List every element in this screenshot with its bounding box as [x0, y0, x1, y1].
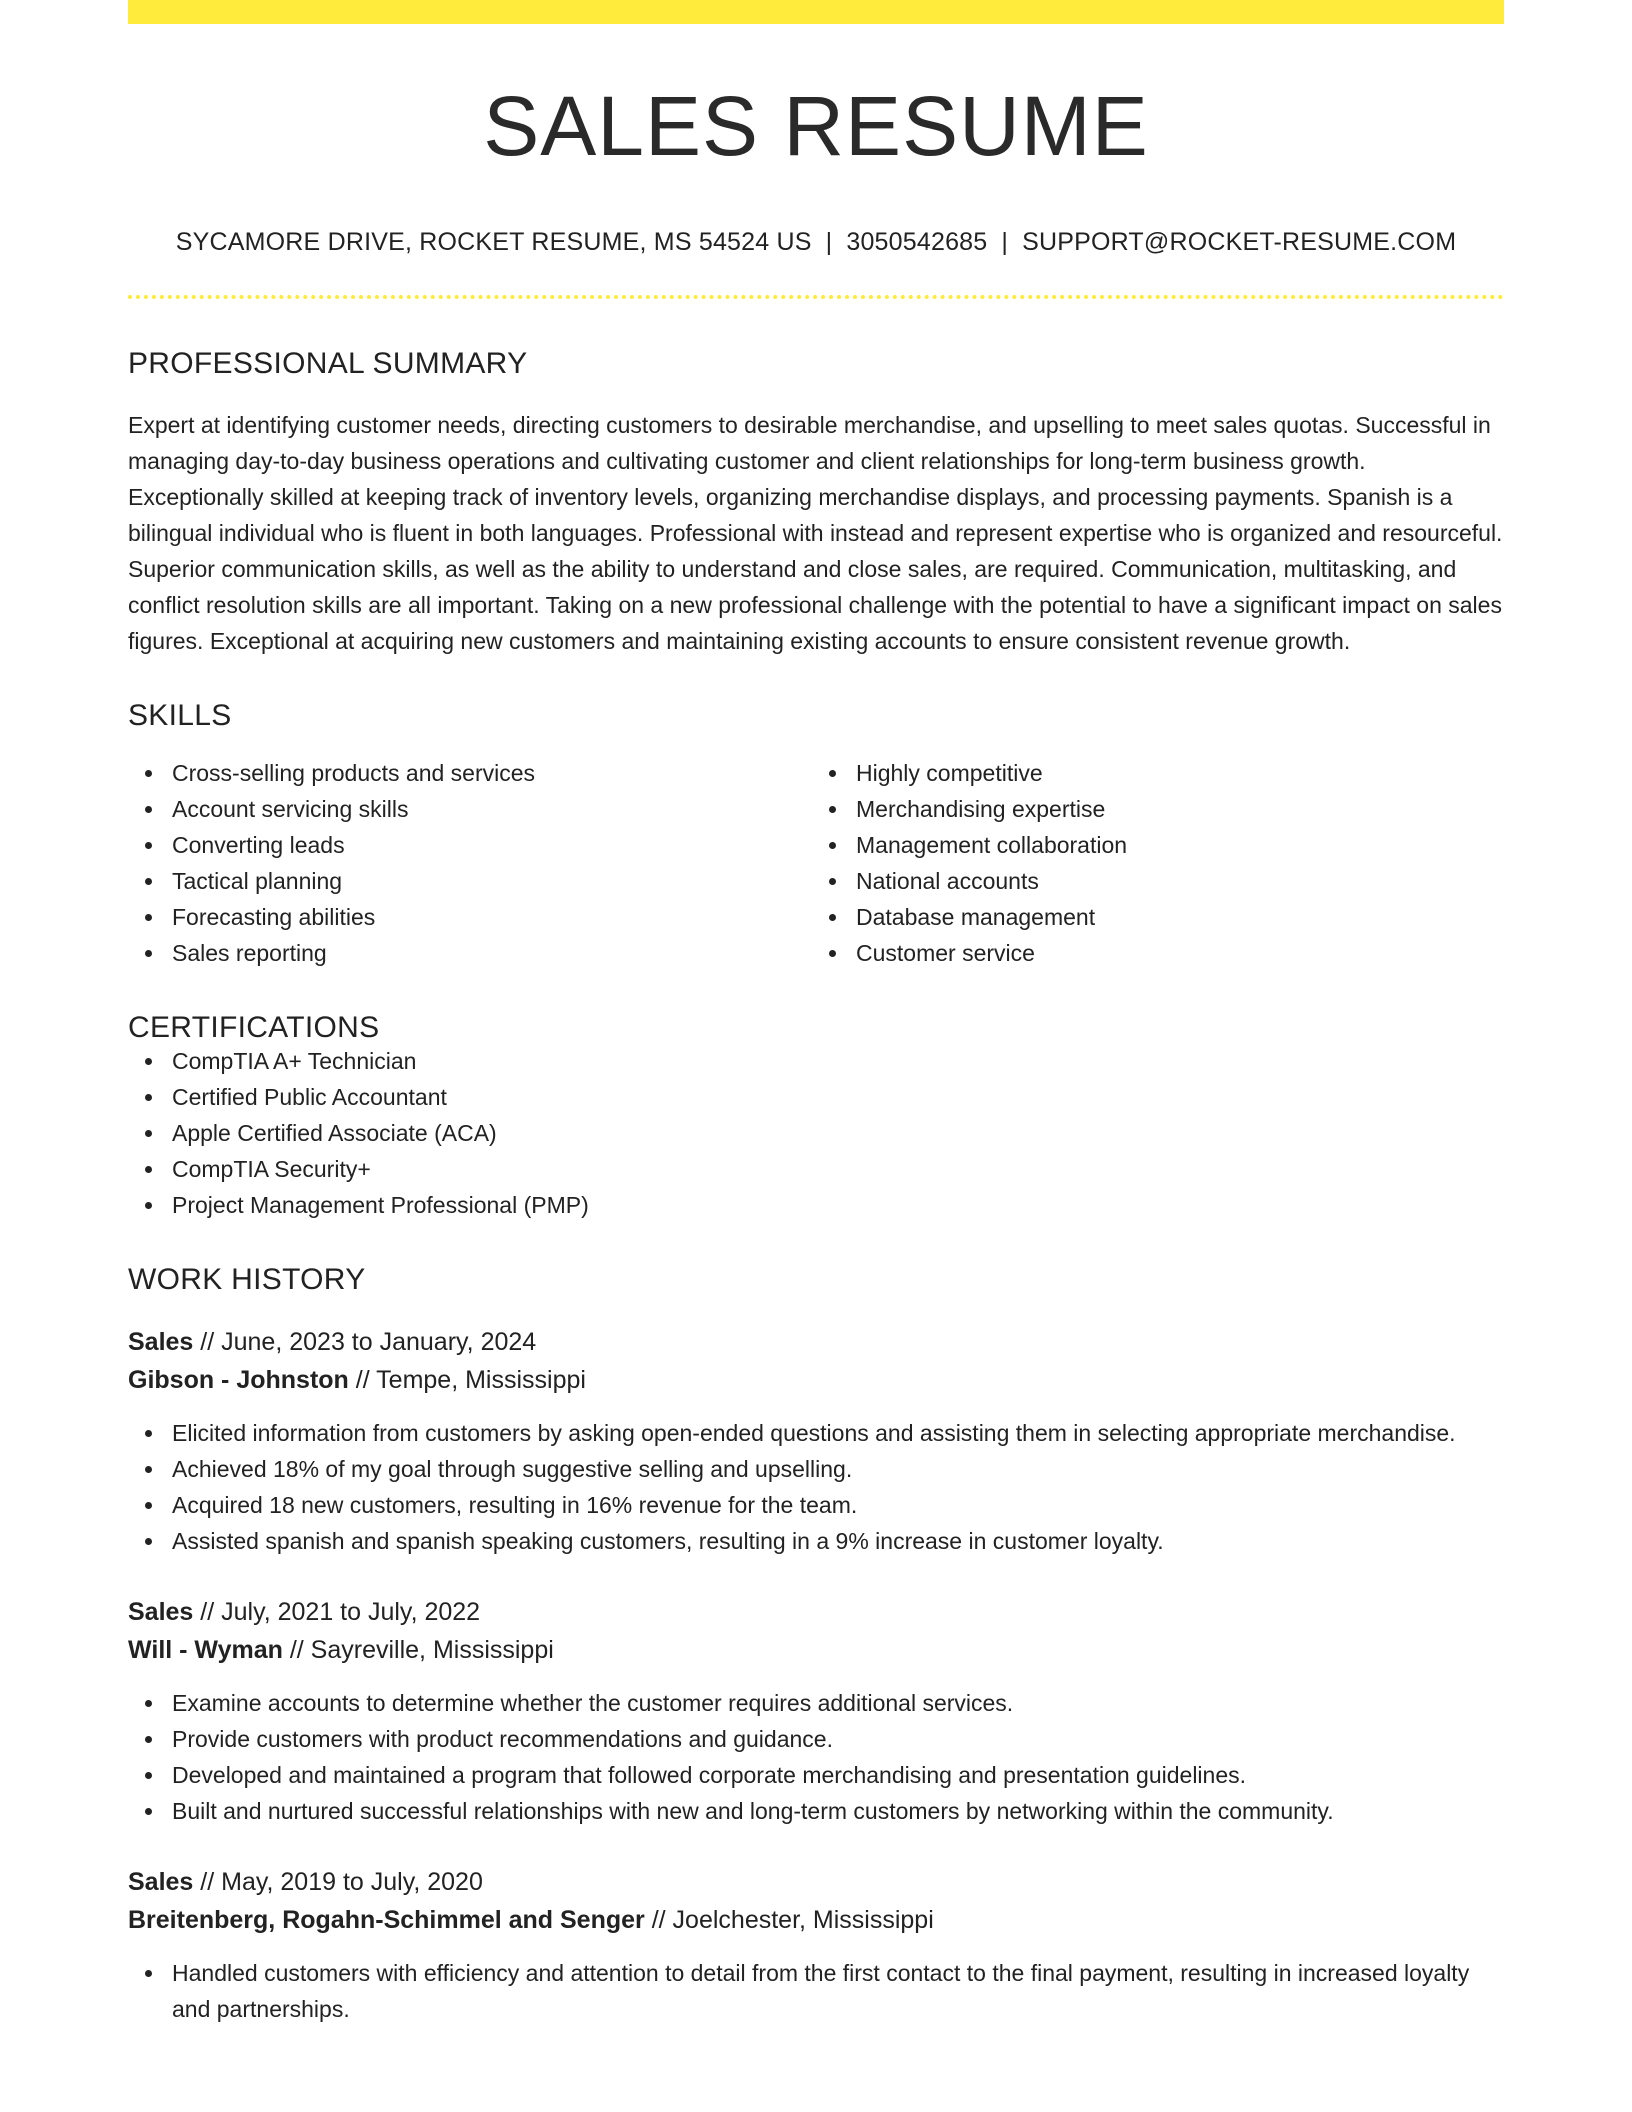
contact-address: SYCAMORE DRIVE, ROCKET RESUME, MS 54524 US [175, 228, 812, 256]
skill-item: Management collaboration [856, 827, 1490, 863]
job-company-line [128, 1901, 1504, 1939]
skills-list [128, 755, 1504, 971]
certification-item: Certified Public Accountant [172, 1079, 1504, 1115]
contact-email: SUPPORT@ROCKET-RESUME.COM [1022, 228, 1457, 256]
summary-text: Expert at identifying customer needs, directing customers to desirable merchandise, and upselling to meet sales quotas. Successful in managing day-to-day business operations and cultivating customer and client relationships for long-term business growth. Exceptionally skilled at keeping track of inventory levels, organizing merchandise displays, and processing payments. Spanish is a bilingual individual who is fluent in both languages. Professional with instead and represent expertise who is organized and resourceful. Superior communication skills, as well as the ability to understand and close sales, are required. Communication, multitasking, and conflict resolution skills are all important. Taking on a new professional challenge with the potential to have a significant impact on sales figures. Exceptional at acquiring new customers and maintaining existing accounts to ensure consistent revenue growth. [128, 412, 1503, 654]
job-duty: Achieved 18% of my goal through suggestive selling and upselling. [172, 1451, 1504, 1487]
job-company: Will - Wyman [128, 1636, 283, 1664]
contact-separator: | [1001, 228, 1009, 256]
job-duty: Handled customers with efficiency and attention to detail from the first contact to the final payment, resulting in increased loyalty and partnerships. [172, 1955, 1504, 2027]
job-duty: Provide customers with product recommendations and guidance. [172, 1721, 1504, 1757]
skill-item: Converting leads [172, 827, 806, 863]
job-location: // Tempe, Mississippi [348, 1366, 586, 1394]
job-duties [128, 1415, 1504, 1559]
resume-name: SALES RESUME [483, 79, 1149, 173]
job-entry [128, 1323, 1504, 1559]
certification-item: Apple Certified Associate (ACA) [172, 1115, 1504, 1151]
certification-item: CompTIA Security+ [172, 1151, 1504, 1187]
contact-line [128, 230, 1504, 255]
job-dates: // June, 2023 to January, 2024 [193, 1328, 537, 1356]
job-title-line [128, 1323, 1504, 1361]
job-company-line [128, 1361, 1504, 1399]
accent-bar [128, 0, 1504, 24]
resume-page [128, 0, 1504, 2027]
skill-item: Forecasting abilities [172, 899, 806, 935]
job-duty: Built and nurtured successful relationships with new and long-term customers by networking within the community. [172, 1793, 1504, 1829]
skill-item: Account servicing skills [172, 791, 806, 827]
dotted-divider [128, 295, 1504, 299]
job-company: Gibson - Johnston [128, 1366, 349, 1394]
job-dates: // July, 2021 to July, 2022 [193, 1598, 481, 1626]
skill-item: National accounts [856, 863, 1490, 899]
skill-item: Cross-selling products and services [172, 755, 806, 791]
job-duty: Developed and maintained a program that followed corporate merchandising and presentation guidelines. [172, 1757, 1504, 1793]
skill-item: Tactical planning [172, 863, 806, 899]
job-company: Breitenberg, Rogahn-Schimmel and Senger [128, 1906, 645, 1934]
work-history-heading: WORK HISTORY [128, 1263, 366, 1296]
job-title-line [128, 1863, 1504, 1901]
job-dates: // May, 2019 to July, 2020 [193, 1868, 483, 1896]
job-entry [128, 1863, 1504, 2027]
job-role: Sales [128, 1868, 194, 1896]
job-entry [128, 1593, 1504, 1829]
skill-item: Customer service [856, 935, 1490, 971]
job-role: Sales [128, 1598, 194, 1626]
skills-column-right [806, 755, 1490, 971]
job-duty: Acquired 18 new customers, resulting in 16% revenue for the team. [172, 1487, 1504, 1523]
job-duty: Examine accounts to determine whether the customer requires additional services. [172, 1685, 1504, 1721]
job-duty: Assisted spanish and spanish speaking customers, resulting in a 9% increase in customer loyalty. [172, 1523, 1504, 1559]
contact-separator: | [825, 228, 833, 256]
certifications-list [128, 1043, 1504, 1223]
job-duty: Elicited information from customers by asking open-ended questions and assisting them in selecting appropriate merchandise. [172, 1415, 1504, 1451]
certification-item: CompTIA A+ Technician [172, 1043, 1504, 1079]
contact-phone: 3050542685 [846, 228, 988, 256]
certification-item: Project Management Professional (PMP) [172, 1187, 1504, 1223]
certifications-heading: CERTIFICATIONS [128, 1011, 380, 1044]
job-location: // Joelchester, Mississippi [644, 1906, 934, 1934]
skill-item: Database management [856, 899, 1490, 935]
skills-heading: SKILLS [128, 699, 232, 732]
skill-item: Merchandising expertise [856, 791, 1490, 827]
job-duties [128, 1685, 1504, 1829]
job-company-line [128, 1631, 1504, 1669]
summary-heading: PROFESSIONAL SUMMARY [128, 347, 528, 380]
job-duties [128, 1955, 1504, 2027]
job-title-line [128, 1593, 1504, 1631]
skill-item: Sales reporting [172, 935, 806, 971]
job-role: Sales [128, 1328, 194, 1356]
job-location: // Sayreville, Mississippi [282, 1636, 554, 1664]
skills-column-left [128, 755, 806, 971]
skill-item: Highly competitive [856, 755, 1490, 791]
